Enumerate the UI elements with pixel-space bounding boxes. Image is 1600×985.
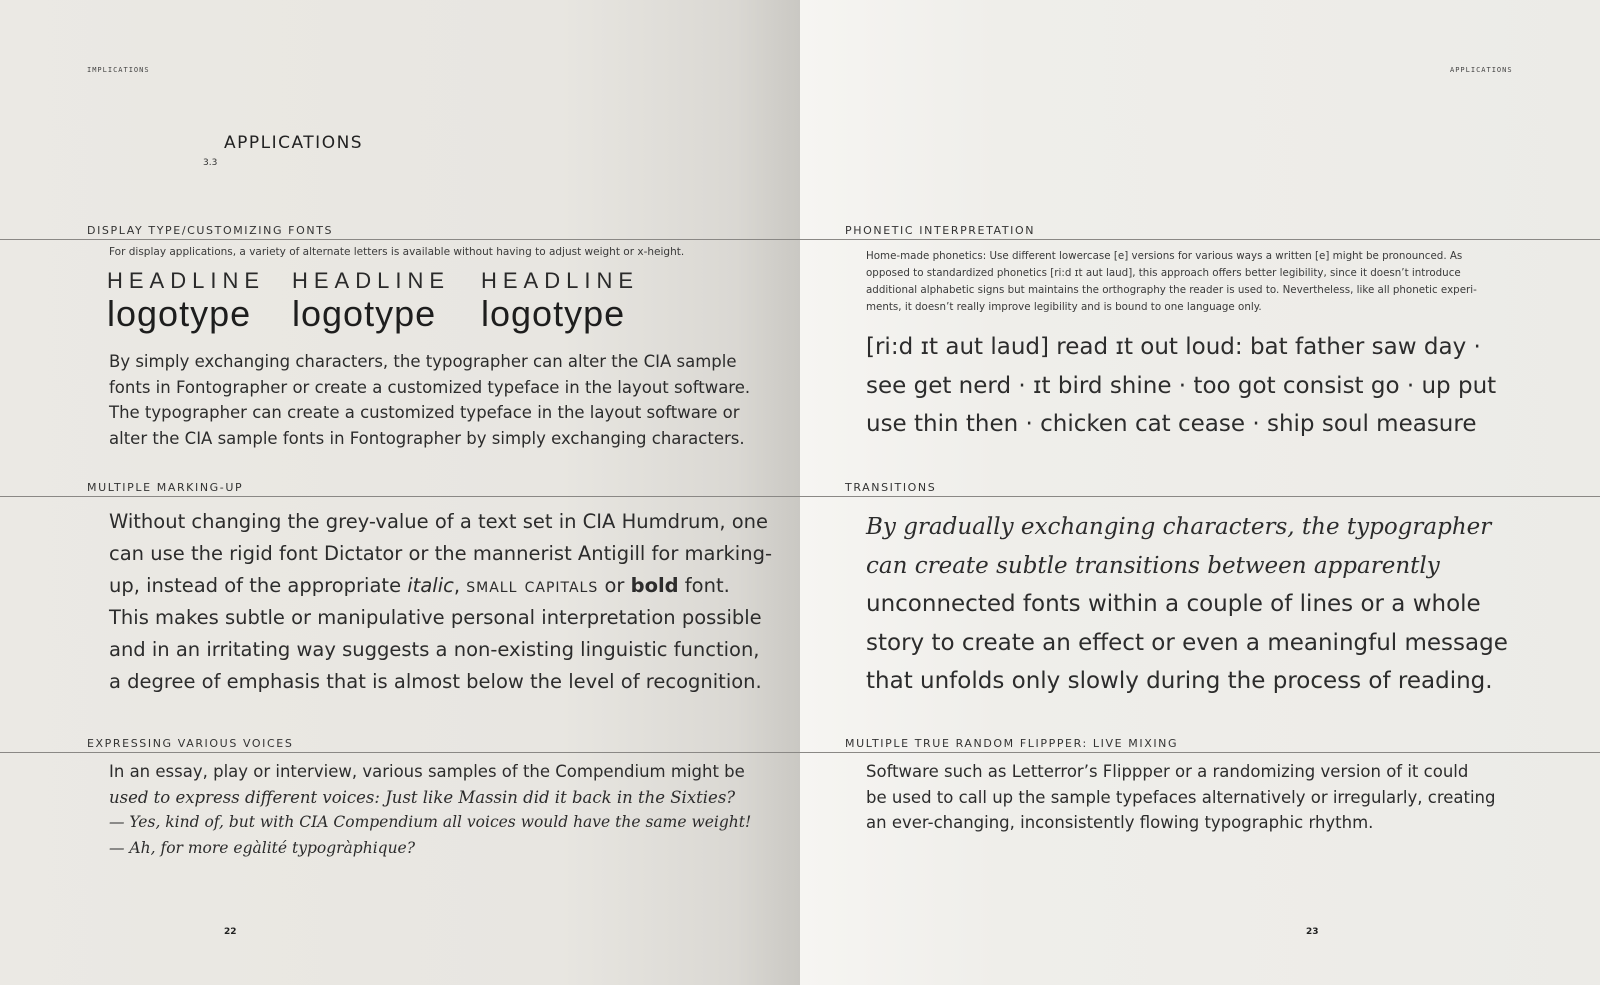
phonetic-sample-line: use thin then · chicken cat cease · ship soul measure [866,411,1477,437]
section-label-phonetic: PHONETIC INTERPRETATION [845,224,1036,237]
page-number-right: 23 [1306,927,1319,937]
markup-line: a degree of emphasis that is almost below the level of recognition. [109,670,762,693]
flipper-body [866,759,1495,836]
flipper-line: an ever-changing, inconsistently flowing typographic rhythm. [866,813,1374,832]
voices-line: — Yes, kind of, but with CIA Compendium all voices would have the same weight! [109,813,752,831]
section-rule [0,752,800,753]
phonetic-intro-line: opposed to standardized phonetics [ri:d ɪt aut laud], this approach offers better legibility, since it doesn’t introduce [866,267,1461,279]
phonetic-intro-line: additional alphabetic signs but maintains the orthography the reader is used to. Nevertheless, like all phonetic experi- [866,284,1477,296]
transitions-line: that unfolds only slowly during the process of reading. [866,668,1493,694]
phonetic-intro-line: ments, it doesn’t really improve legibility and is bound to one language only. [866,301,1262,313]
phonetic-intro-line: Home-made phonetics: Use different lowercase [e] versions for various ways a written [e] might be pronounced. As [866,250,1463,262]
section-rule [800,496,1600,497]
markup-body [109,506,772,698]
display-intro: For display applications, a variety of alternate letters is available without having to adjust weight or x-height. [109,246,685,258]
voices-body [109,759,751,861]
markup-text: up, instead of the appropriate [109,574,408,597]
section-label-voices: EXPRESSING VARIOUS VOICES [87,737,294,750]
section-label-markup: MULTIPLE MARKING-UP [87,481,244,494]
chapter-number: 3.3 [203,158,218,168]
phonetic-sample-line: see get nerd · ɪt bird shine · too got consist go · up put [866,372,1497,399]
phonetic-sample [866,328,1496,444]
markup-line: can use the rigid font Dictator or the mannerist Antigill for marking- [109,542,772,565]
markup-text: or [598,574,631,597]
markup-text: , [453,574,467,597]
transitions-body [866,508,1508,701]
logotype-sample-1: logotype [107,293,252,334]
chapter-title: APPLICATIONS [224,133,364,153]
logotype-sample-2: logotype [292,293,437,334]
section-rule [800,752,1600,753]
headline-sample-3: HEADLINE [481,268,640,293]
section-label-display: DISPLAY TYPE/CUSTOMIZING FONTS [87,224,334,237]
italic-sample: italic [407,574,454,597]
transitions-line: can create subtle transitions between apparently [866,552,1440,579]
section-label-flipper: MULTIPLE TRUE RANDOM FLIPPPER: LIVE MIXING [845,737,1179,750]
transitions-line: story to create an effect or even a meaningful message [866,629,1508,656]
bold-sample: bold [630,574,679,597]
page-number-left: 22 [224,927,237,937]
flipper-line: Software such as Letterror’s Flippper or a randomizing version of it could [866,762,1469,781]
flipper-line: be used to call up the sample typefaces alternatively or irregularly, creating [866,787,1496,807]
section-rule [0,496,800,497]
markup-line: This makes subtle or manipulative personal interpretation possible [109,606,762,629]
running-head-right: APPLICATIONS [1450,66,1513,74]
voices-line: — Ah, for more egàlité typogràphique? [109,838,416,857]
section-rule [0,239,800,240]
display-body [109,349,750,451]
voices-line: used to express different voices: Just like Massin did it back in the Sixties? [109,787,736,807]
voices-line: In an essay, play or interview, various samples of the Compendium might be [109,762,745,781]
headline-sample-1: HEADLINE [107,268,266,293]
headline-sample-2: HEADLINE [292,268,451,293]
logotype-sample-3: logotype [481,293,626,334]
markup-line: and in an irritating way suggests a non-existing linguistic function, [109,638,760,661]
display-body-line: alter the CIA sample fonts in Fontographer by simply exchanging characters. [109,428,745,448]
phonetic-intro [866,248,1477,316]
markup-text: font. [678,574,730,597]
markup-line: Without changing the grey-value of a text set in CIA Humdrum, one [109,510,769,533]
section-rule [800,239,1600,240]
display-body-line: fonts in Fontographer or create a customized typeface in the layout software. [109,377,751,397]
section-label-transitions: TRANSITIONS [845,481,937,494]
running-head-left: IMPLICATIONS [87,66,150,74]
display-body-line: The typographer can create a customized typeface in the layout software or [109,403,740,422]
right-page [800,0,1600,985]
phonetic-sample-line: [ri:d ɪt aut laud] read ɪt out loud: bat father saw day · [866,334,1481,360]
small-caps-sample: small capitals [466,574,599,597]
display-body-line: By simply exchanging characters, the typographer can alter the CIA sample [109,352,737,371]
markup-line [109,570,772,602]
transitions-line: unconnected fonts within a couple of lines or a whole [866,591,1481,617]
transitions-line: By gradually exchanging characters, the typographer [866,514,1492,540]
